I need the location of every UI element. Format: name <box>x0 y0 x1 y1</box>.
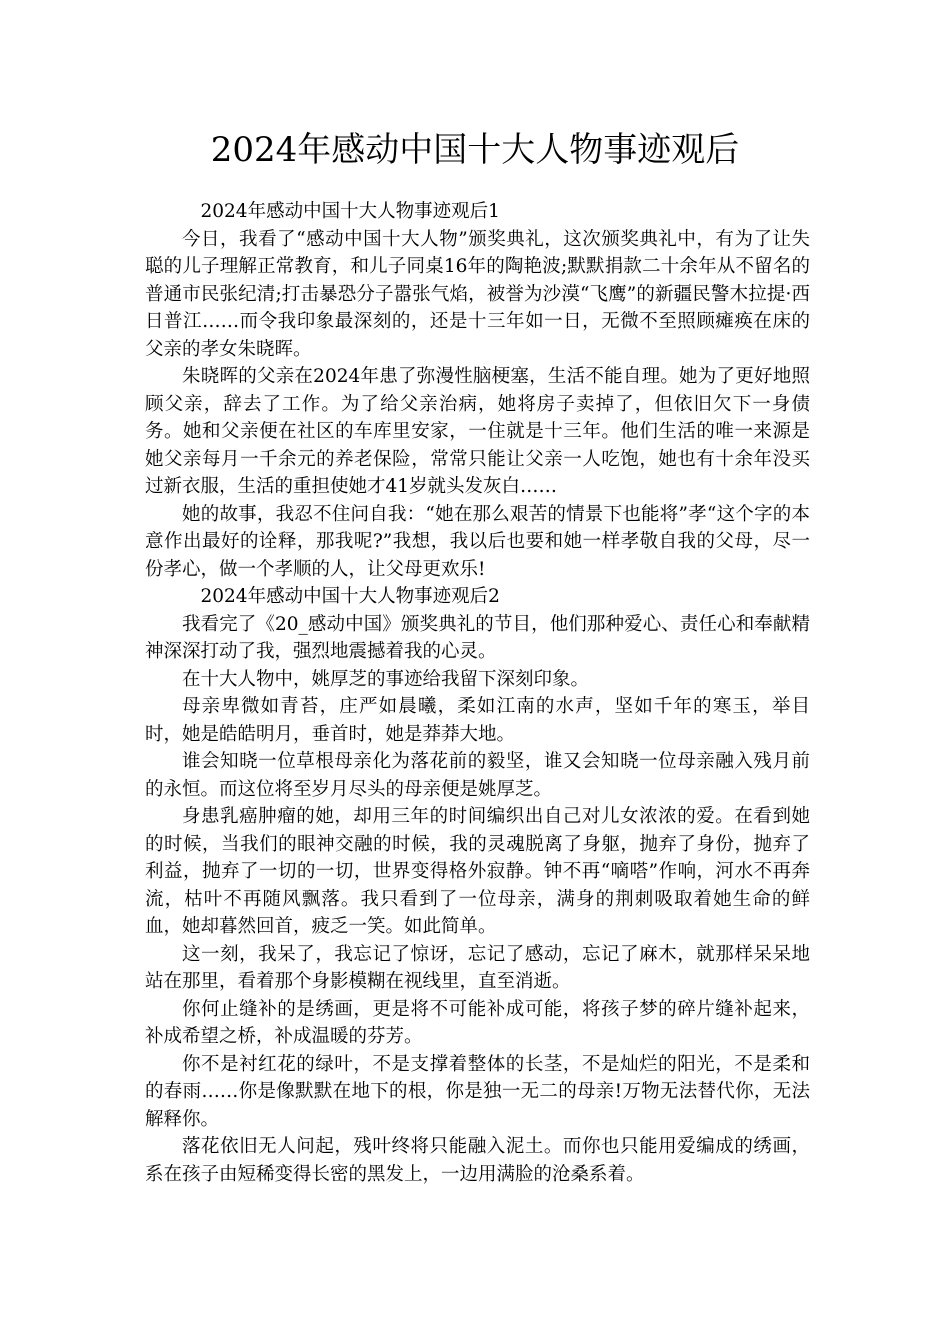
paragraph: 在十大人物中，姚厚芝的事迹给我留下深刻印象。 <box>182 668 590 690</box>
paragraph: 你何止缝补的是绣画，更是将不可能补成可能，将孩子梦的碎片缝补起来，补成希望之桥，补成温暖的芬芳。 <box>145 998 810 1047</box>
document-body <box>145 198 810 1188</box>
paragraph: 身患乳癌肿瘤的她，却用三年的时间编织出自己对儿女浓浓的爱。在看到她的时候，当我们的眼神交融的时候，我的灵魂脱离了身躯，抛弃了身份，抛弃了利益，抛弃了一切的一切，世界变得格外寂静。钟不再“嘀嗒”作响，河水不再奔流，枯叶不再随风飘落。我只看到了一位母亲，满身的荆刺吸取着她生命的鲜血，她却暮然回首，疲乏一笑。如此简单。 <box>145 806 810 937</box>
section-heading: 2024年感动中国十大人物事迹观后2 <box>200 586 500 607</box>
section-heading: 2024年感动中国十大人物事迹观后1 <box>200 201 500 222</box>
paragraph: 她的故事，我忍不住问自我：“她在那么艰苦的情景下也能将”孝“这个字的本意作出最好的诠释，那我呢?”我想，我以后也要和她一样孝敬自我的父母，尽一份孝心，做一个孝顺的人，让父母更欢乐! <box>145 503 810 580</box>
paragraph: 母亲卑微如青苔，庄严如晨曦，柔如江南的水声，坚如千年的寒玉，举目时，她是皓皓明月，垂首时，她是莽莽大地。 <box>145 696 810 745</box>
paragraph: 谁会知晓一位草根母亲化为落花前的毅坚，谁又会知晓一位母亲融入残月前的永恒。而这位将至岁月尽头的母亲便是姚厚芝。 <box>145 751 810 800</box>
document-title: 2024年感动中国十大人物事迹观后 <box>210 130 740 170</box>
paragraph: 落花依旧无人问起，残叶终将只能融入泥土。而你也只能用爱编成的绣画，系在孩子由短稀变得长密的黑发上，一边用满脸的沧桑系着。 <box>145 1136 810 1185</box>
paragraph: 今日，我看了“感动中国十大人物”颁奖典礼，这次颁奖典礼中，有为了让失聪的儿子理解正常教育，和儿子同桌16年的陶艳波;默默捐款二十余年从不留名的普通市民张纪清;打击暴恐分子嚣张气焰，被誉为沙漠“飞鹰”的新疆民警木拉提·西日普江……而令我印象最深刻的，还是十三年如一日，无微不至照顾瘫痪在床的父亲的孝女朱晓晖。 <box>145 228 810 360</box>
paragraph: 这一刻，我呆了，我忘记了惊讶，忘记了感动，忘记了麻木，就那样呆呆地站在那里，看着那个身影模糊在视线里，直至消逝。 <box>145 943 810 992</box>
paragraph: 你不是衬红花的绿叶，不是支撑着整体的长茎，不是灿烂的阳光，不是柔和的春雨……你是像默默在地下的根，你是独一无二的母亲!万物无法替代你，无法解释你。 <box>145 1053 810 1130</box>
paragraph: 我看完了《20_感动中国》颁奖典礼的节目，他们那种爱心、责任心和奉献精神深深打动了我，强烈地震撼着我的心灵。 <box>145 613 810 662</box>
paragraph: 朱晓晖的父亲在2024年患了弥漫性脑梗塞，生活不能自理。她为了更好地照顾父亲，辞去了工作。为了给父亲治病，她将房子卖掉了，但依旧欠下一身债务。她和父亲便在社区的车库里安家，一住就是十三年。他们生活的唯一来源是她父亲每月一千余元的养老保险，常常只能让父亲一人吃饱，她也有十余年没买过新衣服，生活的重担使她才41岁就头发灰白…… <box>145 366 810 497</box>
